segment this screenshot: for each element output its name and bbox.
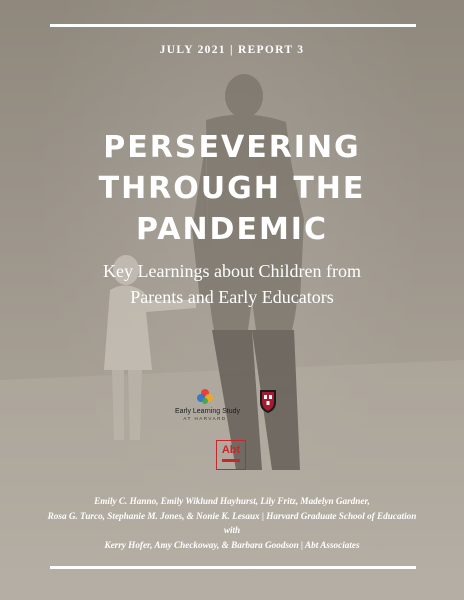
author-line: with — [223, 525, 241, 535]
report-subtitle — [0, 258, 464, 310]
harvard-shield-icon — [258, 388, 278, 414]
report-title — [0, 127, 464, 250]
title-line: PANDEMIC — [136, 212, 328, 247]
author-line: Emily C. Hanno, Emily Wiklund Hayhurst, Lily Fritz, Madelyn Gardner, — [94, 496, 370, 506]
author-credits — [0, 494, 464, 552]
early-learning-study-name: Early Learning Study — [175, 408, 240, 415]
report-date-kicker: JULY 2021 | REPORT 3 — [159, 44, 305, 56]
subtitle-line: Parents and Early Educators — [130, 287, 334, 307]
early-learning-study-sub: AT HARVARD — [183, 416, 227, 421]
subtitle-line: Key Learnings about Children from — [103, 261, 361, 281]
title-line: PERSEVERING — [103, 130, 361, 165]
abt-logo-text: Abt — [221, 444, 241, 456]
abt-associates-logo — [216, 440, 246, 470]
early-learning-study-logo — [175, 388, 240, 421]
top-rule — [50, 24, 416, 27]
early-learning-study-icon — [196, 388, 214, 406]
author-line: Rosa G. Turco, Stephanie M. Jones, & Nonie K. Lesaux | Harvard Graduate School of Education — [47, 510, 417, 521]
bottom-rule — [50, 566, 416, 569]
abt-logo-bar — [222, 459, 240, 462]
author-line: Kerry Hofer, Amy Checkoway, & Barbara Goodson | Abt Associates — [104, 539, 360, 550]
title-line: THROUGH THE — [98, 171, 366, 206]
